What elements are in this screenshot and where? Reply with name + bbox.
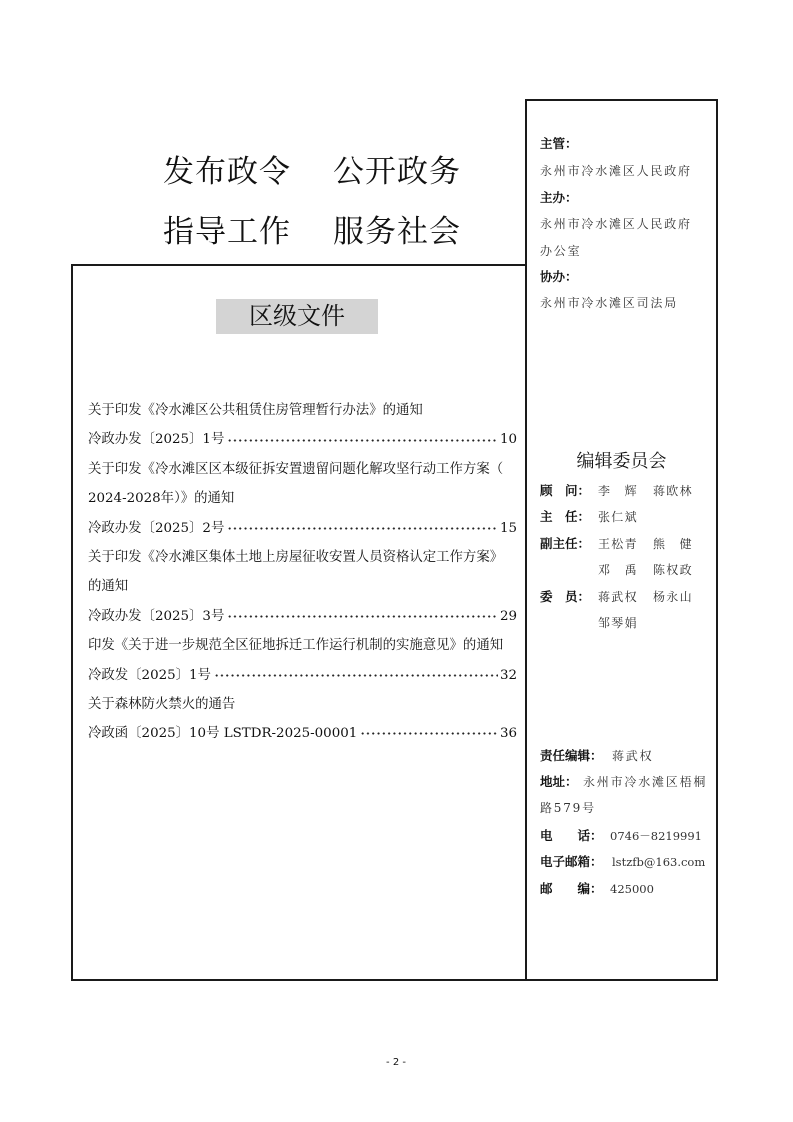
editor-value: 蒋武权: [612, 749, 654, 763]
toc-page-number: 10: [499, 432, 517, 448]
board-member: 李 辉: [598, 484, 638, 498]
toc-doc-number: 冷政函〔2025〕10号 LSTDR-2025-00001: [88, 726, 358, 742]
toc-doc-line: [88, 602, 517, 631]
toc-page-number: 32: [499, 667, 517, 683]
slogan-line2-right: 服务社会: [333, 214, 461, 250]
board-row-members-continued: [540, 613, 714, 633]
board-label: 主 任：: [540, 509, 591, 524]
editorial-board-title: 编辑委员会: [576, 451, 667, 472]
phone-value: 0746－8219991: [610, 829, 702, 843]
toc-title-continued: 的通知: [88, 579, 129, 595]
toc-doc-number: 冷政办发〔2025〕3号: [88, 608, 225, 624]
postcode-label: 邮 编：: [540, 881, 603, 896]
toc-title: 关于印发《冷水滩区区本级征拆安置遗留问题化解攻坚行动工作方案（: [88, 461, 504, 477]
board-row-advisor: [540, 481, 714, 501]
toc-doc-number: 冷政办发〔2025〕2号: [88, 520, 225, 536]
section-title: 区级文件: [216, 299, 378, 334]
board-member: 蒋欧林: [653, 484, 693, 498]
dot-leader: [227, 527, 498, 530]
board-member: 邹琴娟: [598, 616, 638, 630]
toc-doc-number: 冷政发〔2025〕1号: [88, 667, 211, 683]
toc-page-number: 29: [499, 608, 517, 624]
board-member: 杨永山: [653, 590, 693, 604]
slogan-line2-left: 指导工作: [163, 214, 291, 250]
host-label: 主办：: [540, 190, 578, 205]
table-of-contents: [88, 396, 517, 749]
address-label: 地址：: [540, 774, 578, 789]
email-label: 电子邮箱：: [540, 854, 603, 869]
phone-label: 电 话：: [540, 828, 603, 843]
toc-title: 关于印发《冷水滩区集体土地上房屋征收安置人员资格认定工作方案》: [88, 549, 504, 565]
board-member: 蒋武权: [598, 590, 638, 604]
dot-leader: [227, 615, 498, 618]
board-member: 张仁斌: [598, 510, 638, 524]
toc-title: 关于森林防火禁火的通告: [88, 696, 236, 712]
board-label: 副主任：: [540, 536, 591, 551]
page-number: - 2 -: [386, 1057, 406, 1068]
supervisor-value: 永州市冷水滩区人民政府: [540, 164, 692, 178]
toc-doc-number: 冷政办发〔2025〕1号: [88, 432, 225, 448]
board-row-deputy-director-continued: [540, 560, 714, 580]
board-row-director: [540, 507, 714, 527]
board-label: 委 员：: [540, 589, 591, 604]
postcode-value: 425000: [610, 882, 654, 896]
board-row-deputy-director: [540, 534, 714, 554]
toc-doc-line: [88, 425, 517, 454]
slogan-line1-left: 发布政令: [163, 154, 291, 190]
board-row-members: [540, 587, 714, 607]
toc-title: 关于印发《冷水滩区公共租赁住房管理暂行办法》的通知: [88, 403, 423, 418]
dot-leader: [360, 732, 498, 735]
toc-title-continued: 2024-2028年）》的通知: [88, 491, 235, 507]
host-value: 永州市冷水滩区人民政府: [540, 217, 692, 231]
board-member: 陈权政: [653, 563, 693, 577]
address-value-continued: 路579号: [540, 801, 596, 815]
email-value: lstzfb@163.com: [612, 855, 706, 869]
toc-doc-line: [88, 719, 517, 748]
board-member: 邓 禹: [598, 563, 638, 577]
slogan-line1-right: 公开政务: [333, 154, 461, 190]
toc-title: 印发《关于进一步规范全区征地拆迁工作运行机制的实施意见》的通知: [88, 638, 504, 654]
co-host-value: 永州市冷水滩区司法局: [540, 296, 679, 310]
board-member: 王松青: [598, 537, 638, 551]
co-host-label: 协办：: [540, 269, 578, 284]
dot-leader: [214, 674, 498, 677]
toc-page-number: 15: [499, 520, 517, 536]
supervisor-label: 主管：: [540, 136, 578, 151]
editor-label: 责任编辑：: [540, 748, 603, 763]
toc-page-number: 36: [499, 726, 517, 742]
toc-doc-line: [88, 661, 517, 690]
address-value: 永州市冷水滩区梧桐: [583, 775, 708, 789]
board-member: 熊 健: [653, 537, 693, 551]
board-label: 顾 问：: [540, 483, 591, 498]
host-value-continued: 办公室: [540, 244, 582, 258]
toc-doc-line: [88, 514, 517, 543]
dot-leader: [227, 439, 498, 442]
